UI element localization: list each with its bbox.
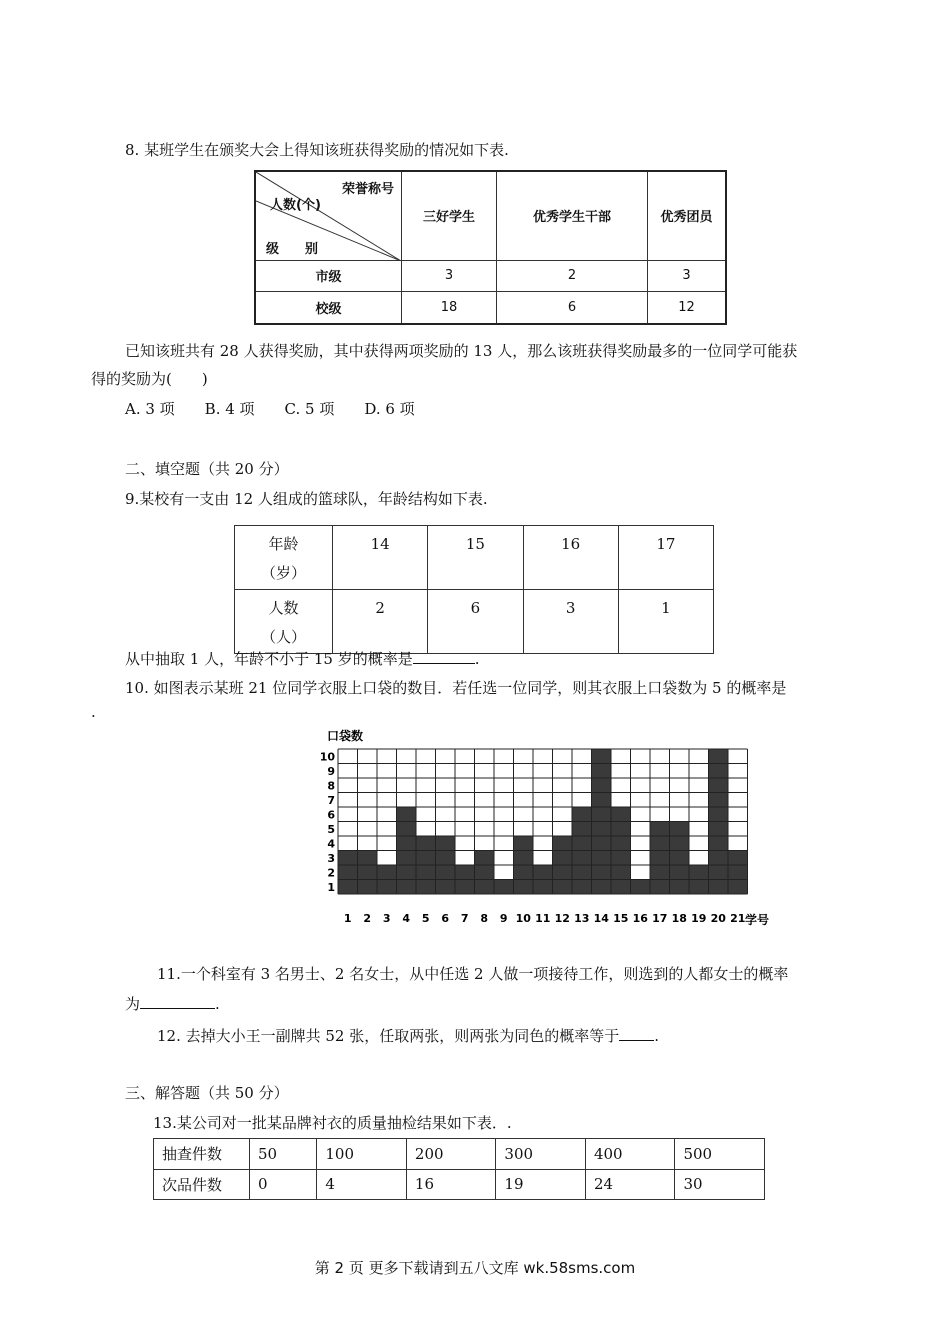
- table-cell: 3: [402, 260, 497, 292]
- y-tick-label: 5: [327, 822, 335, 836]
- x-tick-label: 15: [613, 912, 629, 925]
- y-tick-label: 7: [327, 793, 335, 807]
- table-cell: 2: [333, 590, 428, 654]
- x-tick-label: 6: [441, 912, 450, 925]
- bar-16: [631, 880, 651, 895]
- row-label: 市级: [255, 260, 402, 292]
- table-cell: 16: [406, 1169, 496, 1200]
- table-cell: 14: [333, 526, 428, 590]
- answer-blank[interactable]: [413, 648, 475, 664]
- q10-stem: 10. 如图表示某班 21 位同学衣服上口袋的数目．若任选一位同学，则其衣服上口袋数为 5 的概率是: [125, 679, 787, 697]
- x-tick-label: 13: [574, 912, 590, 925]
- y-tick-label: 2: [327, 866, 335, 880]
- y-tick-label: 8: [327, 779, 335, 793]
- answer-blank[interactable]: [619, 1025, 654, 1041]
- col-header: 优秀团员: [648, 171, 727, 260]
- row-label: 人数 （人）: [235, 590, 333, 654]
- q8-options: A. 3 项 B. 4 项 C. 5 项 D. 6 项: [125, 400, 415, 418]
- x-tick-label: 1: [343, 912, 352, 925]
- x-tick-label: 2: [363, 912, 372, 925]
- table-cell: 19: [496, 1169, 586, 1200]
- page-footer: 第 2 页 更多下载请到五八文库 wk.58sms.com: [314, 1259, 636, 1277]
- table-cell: 200: [406, 1139, 496, 1170]
- bar-18: [670, 822, 690, 895]
- x-tick-label: 3: [382, 912, 391, 925]
- section2-title: 二、填空题（共 20 分）: [125, 460, 289, 478]
- q12-text: 12. 去掉大小王一副牌共 52 张，任取两张，则两张为同色的概率等于 .: [157, 1027, 660, 1045]
- y-tick-label: 1: [327, 880, 335, 894]
- y-axis-label: 口袋数: [327, 729, 364, 743]
- q13-inspection-table: [153, 1138, 765, 1200]
- table-cell: 17: [618, 526, 713, 590]
- x-tick-label: 21: [730, 912, 746, 925]
- x-tick-label: 12: [554, 912, 570, 925]
- table-cell: 6: [497, 292, 648, 324]
- row-label: 校级: [255, 292, 402, 324]
- bar-9: [494, 880, 514, 895]
- q8-corner-cell: [255, 171, 402, 260]
- x-axis-label: 学号: [745, 913, 770, 927]
- x-tick-label: 16: [632, 912, 648, 925]
- x-tick-label: 11: [535, 912, 551, 925]
- q9-stem: 9.某校有一支由 12 人组成的篮球队，年龄结构如下表.: [125, 490, 488, 508]
- table-cell: 0: [250, 1169, 317, 1200]
- table-cell: 6: [428, 590, 523, 654]
- y-tick-labels: [320, 750, 336, 894]
- table-cell: 400: [585, 1139, 675, 1170]
- x-tick-label: 7: [460, 912, 469, 925]
- x-tick-label: 19: [691, 912, 707, 925]
- corner-mid-label: 人数(个): [270, 198, 321, 213]
- col-header: 三好学生: [402, 171, 497, 260]
- table-cell: 12: [648, 292, 727, 324]
- table-cell: 3: [523, 590, 618, 654]
- x-tick-label: 9: [499, 912, 508, 925]
- y-tick-label: 10: [319, 750, 335, 764]
- q11-line1: 11.一个科室有 3 名男士、2 名女士，从中任选 2 人做一项接待工作，则选到的人都女士的概率: [157, 965, 789, 983]
- table-cell: 24: [585, 1169, 675, 1200]
- q9-question: 从中抽取 1 人，年龄不小于 15 岁的概率是 .: [125, 650, 480, 668]
- table-cell: 15: [428, 526, 523, 590]
- table-cell: 100: [317, 1139, 407, 1170]
- y-tick-label: 4: [327, 837, 335, 851]
- x-tick-label: 17: [652, 912, 668, 925]
- table-cell: 18: [402, 292, 497, 324]
- q11-line2: 为 .: [125, 995, 220, 1013]
- corner-bottom-label: 级 别: [266, 242, 319, 257]
- y-tick-label: 6: [327, 808, 335, 822]
- section3-title: 三、解答题（共 50 分）: [125, 1084, 289, 1102]
- bar-2: [358, 851, 378, 895]
- table-cell: 300: [496, 1139, 586, 1170]
- table-cell: 30: [675, 1169, 765, 1200]
- x-tick-label: 5: [421, 912, 430, 925]
- x-tick-label: 4: [402, 912, 411, 925]
- q8-stem: 8. 某班学生在颁奖大会上得知该班获得奖励的情况如下表.: [125, 141, 509, 159]
- x-tick-label: 8: [480, 912, 489, 925]
- x-tick-label: 20: [710, 912, 726, 925]
- table-cell: 1: [618, 590, 713, 654]
- table-cell: 2: [497, 260, 648, 292]
- bar-8: [475, 851, 495, 895]
- q10-stem-end: .: [91, 703, 96, 721]
- bar-1: [338, 851, 358, 895]
- row-label: 次品件数: [154, 1169, 250, 1200]
- x-tick-labels: [344, 912, 745, 925]
- q9-age-table: [234, 525, 714, 654]
- x-tick-label: 18: [671, 912, 687, 925]
- y-tick-label: 3: [327, 851, 335, 865]
- y-tick-label: 9: [327, 764, 335, 778]
- bar-21: [728, 851, 748, 895]
- q8-text-line1: 已知该班共有 28 人获得奖励，其中获得两项奖励的 13 人，那么该班获得奖励最多的一位同学可能获: [125, 342, 798, 360]
- x-tick-label: 10: [515, 912, 531, 925]
- col-header: 优秀学生干部: [497, 171, 648, 260]
- row-label: 年龄 （岁）: [235, 526, 333, 590]
- corner-top-label: 荣誉称号: [342, 182, 395, 197]
- q8-text-line2: 得的奖励为( ): [91, 370, 208, 388]
- q13-stem: 13.某公司对一批某品牌衬衣的质量抽检结果如下表．.: [153, 1114, 512, 1132]
- answer-blank[interactable]: [140, 993, 215, 1009]
- table-cell: 3: [648, 260, 727, 292]
- pocket-bar-chart: [305, 722, 775, 932]
- table-cell: 500: [675, 1139, 765, 1170]
- bar-17: [650, 822, 670, 895]
- row-label: 抽查件数: [154, 1139, 250, 1170]
- table-cell: 16: [523, 526, 618, 590]
- q8-awards-table: [254, 170, 727, 325]
- table-cell: 4: [317, 1169, 407, 1200]
- table-cell: 50: [250, 1139, 317, 1170]
- x-tick-label: 14: [593, 912, 609, 925]
